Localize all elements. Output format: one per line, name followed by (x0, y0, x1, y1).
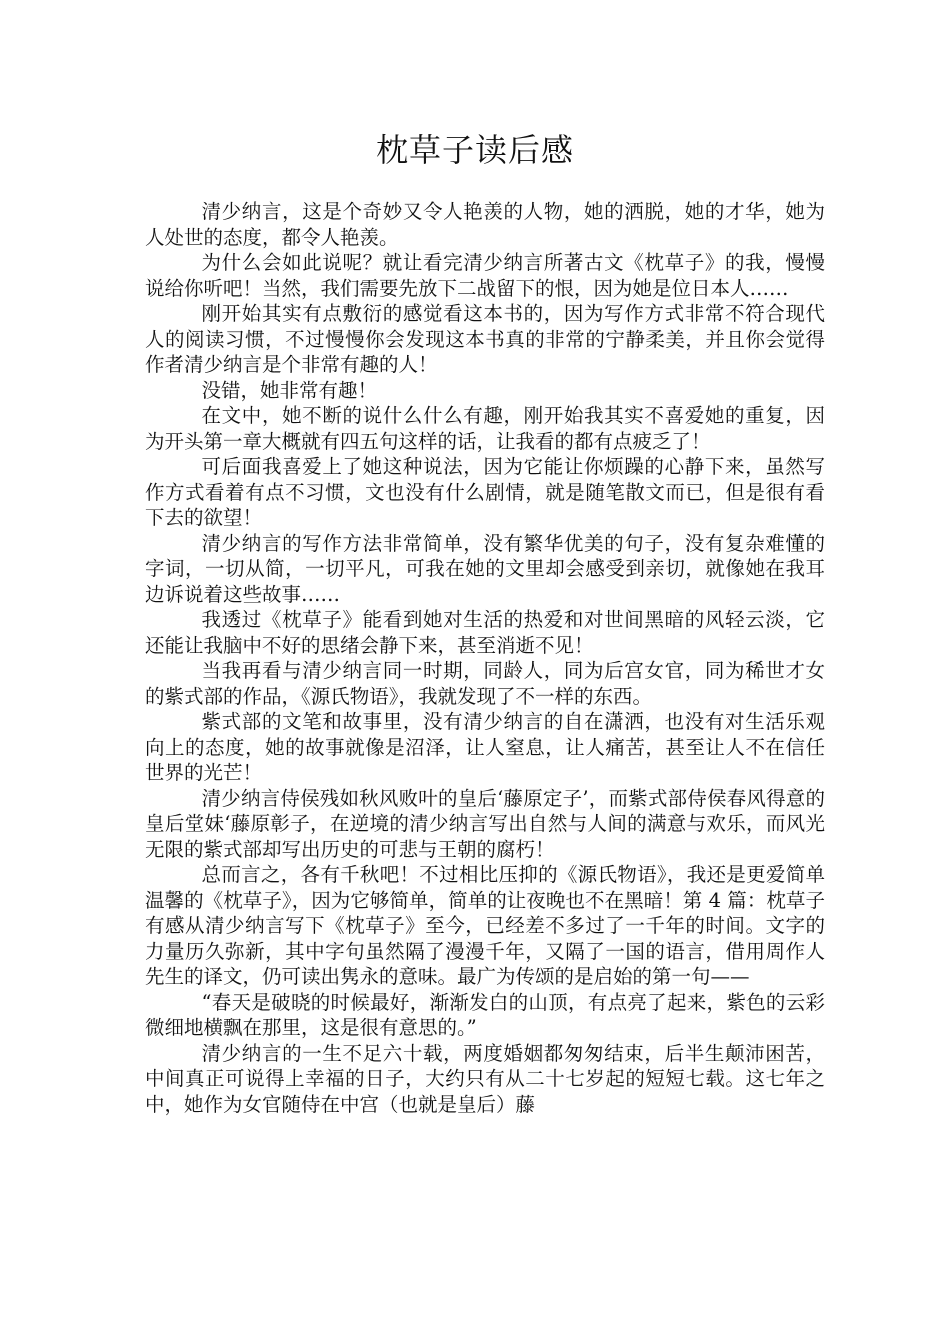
document-title: 枕草子读后感 (375, 131, 574, 169)
paragraph: 清少纳言的一生不足六十载，两度婚姻都匆匆结束，后半生颠沛困苦，中间真正可说得上幸福的日子，大约只有从二十七岁起的短短七载。这七年之中，她作为女官随侍在中宫（也就是皇后）藤 (145, 1041, 825, 1116)
paragraph: 清少纳言侍侯残如秋风败叶的皇后‘藤原定子’，而紫式部侍侯春风得意的皇后堂妹‘藤原彰子，在逆境的清少纳言写出自然与人间的满意与欢乐，而风光无限的紫式部却写出历史的可悲与王朝的腐朽！ (145, 786, 825, 861)
paragraph: 为什么会如此说呢？就让看完清少纳言所著古文《枕草子》的我，慢慢说给你听吧！当然，我们需要先放下二战留下的恨，因为她是位日本人…… (145, 251, 825, 300)
paragraph: 紫式部的文笔和故事里，没有清少纳言的自在潇洒，也没有对生活乐观向上的态度，她的故事就像是沼泽，让人窒息，让人痛苦，甚至让人不在信任世界的光芒！ (145, 710, 825, 784)
paragraph: 清少纳言的写作方法非常简单，没有繁华优美的句子，没有复杂难懂的字词，一切从简，一切平凡，可我在她的文里却会感受到亲切，就像她在我耳边诉说着这些故事…… (145, 531, 825, 606)
paragraph: 我透过《枕草子》能看到她对生活的热爱和对世间黑暗的风轻云淡，它还能让我脑中不好的思绪会静下来，甚至消逝不见！ (145, 608, 825, 657)
document-body (145, 199, 825, 1117)
paragraph: 清少纳言，这是个奇妙又令人艳羡的人物，她的洒脱，她的才华，她为人处世的态度，都令人艳羡。 (145, 200, 825, 249)
paragraph: 没错，她非常有趣！ (201, 378, 378, 402)
paragraph: 在文中，她不断的说什么什么有趣，刚开始我其实不喜爱她的重复，因为开头第一章大概就有四五句这样的话，让我看的都有点疲乏了！ (145, 404, 825, 453)
paragraph: 当我再看与清少纳言同一时期，同龄人，同为后宫女官，同为稀世才女的紫式部的作品，《源氏物语》，我就发现了不一样的东西。 (145, 659, 825, 708)
quote-paragraph: “春天是破晓的时候最好，渐渐发白的山顶，有点亮了起来，紫色的云彩微细地横飘在那里，这是很有意思的。” (145, 990, 825, 1039)
paragraph: 总而言之，各有千秋吧！不过相比压抑的《源氏物语》，我还是更爱简单温馨的《枕草子》，因为它够简单，简单的让夜晚也不在黑暗！第 4 篇：枕草子有感从清少纳言写下《枕草子》至今，已经差不多过了一千年的时间。文字的力量历久弥新，其中字句虽然隔了漫漫千年，又隔了一国的语言，借用周作人先生的译文，仍可读出隽永的意味。最广为传颂的是启始的第一句—— (145, 863, 825, 988)
paragraph: 刚开始其实有点敷衍的感觉看这本书的，因为写作方式非常不符合现代人的阅读习惯，不过慢慢你会发现这本书真的非常的宁静柔美，并且你会觉得作者清少纳言是个非常有趣的人！ (145, 302, 825, 376)
paragraph: 可后面我喜爱上了她这种说法，因为它能让你烦躁的心静下来，虽然写作方式看着有点不习惯，文也没有什么剧情，就是随笔散文而已，但是很有看下去的欲望！ (145, 455, 825, 529)
